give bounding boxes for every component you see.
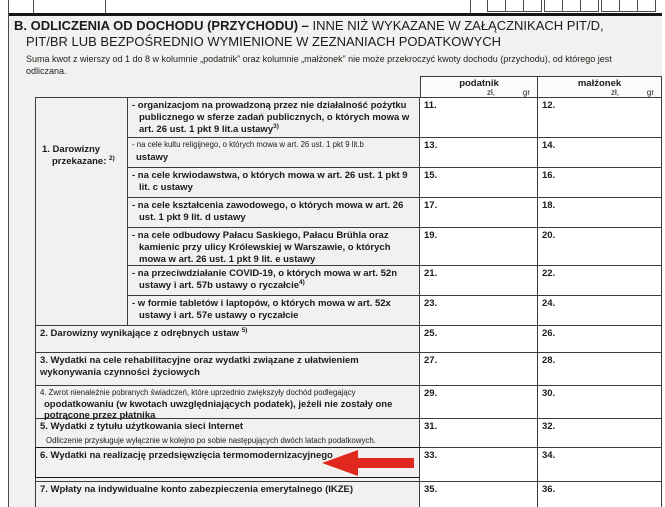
field-number: 34. [542,450,556,461]
amount-field-spouse[interactable] [538,98,661,138]
row-description [36,326,420,353]
amount-field-spouse[interactable] [538,198,661,228]
amount-field-taxpayer[interactable] [420,326,538,353]
row-description [36,419,420,448]
amount-field-spouse[interactable] [538,326,661,353]
table-row [128,98,661,138]
column-header-label: małżonek [577,78,622,89]
table-row [128,168,661,198]
section-title-rest: INNE NIŻ WYKAZANE W ZAŁĄCZNIKACH PIT/D, [312,18,604,33]
field-number: 17. [424,200,438,211]
column-header-label: podatnik [459,78,499,89]
footnote-ref: 5) [241,326,248,334]
field-number: 16. [542,170,556,181]
row-group-donations [36,98,661,326]
section-title [14,18,660,50]
field-number: 11. [424,100,437,111]
field-number: 29. [424,388,438,399]
group-label: 1. Darowizny przekazane: [42,144,107,167]
field-number: 19. [424,230,438,241]
amount-field-taxpayer[interactable] [420,168,538,198]
section-subtitle: Suma kwot z wierszy od 1 do 8 w kolumnie „podatnik” oraz kolumnie „małżonek” nie może przekroczyć kwoty dochodu (przychodu), od którego jest odliczana. [26,54,612,76]
amount-field-spouse[interactable] [538,353,661,386]
field-number: 23. [424,298,438,309]
field-number: 14. [542,140,556,151]
table-row [36,353,661,386]
field-number: 15. [424,170,438,181]
amount-field-taxpayer[interactable] [420,138,538,168]
row-description [36,353,420,386]
amount-field-taxpayer[interactable] [420,98,538,138]
section-title-bold: B. ODLICZENIA OD DOCHODU (PRZYCHODU) – [14,18,309,33]
row-text: - na cele odbudowy Pałacu Saskiego, Pałacu Brühla oraz kamienic przy ulicy Królewskiej w Warszawie, o których mowa w art. 26 ust. 1 pkt 9 lit. e ustawy [132,230,391,265]
row-text: 2. Darowizny wynikające z odrębnych ustaw [40,328,240,339]
row-text: opodatkowaniu (w kwotach uwzględniających podatek), jeżeli nie zostały one potrącone przez płatnika [44,399,393,421]
table-row [128,266,661,296]
row-text: - organizacjom na prowadzoną przez nie działalność pożytku publicznego w sferze zadań publicznych, o których mowa w art. 26 ust. 1 pkt 9 lit.a ustawy [132,100,410,135]
amount-field-spouse[interactable] [538,296,661,326]
row-text: 7. Wpłaty na indywidualne konto zabezpieczenia emerytalnego (IKZE) [40,484,354,495]
amount-field-spouse[interactable] [538,482,661,507]
form-edge-line [105,0,106,13]
field-number: 36. [542,484,556,495]
row-text: 6. Wydatki na realizację przedsięwzięcia termomodernizacyjnego [40,450,333,461]
form-edge-line [470,0,471,13]
field-number: 24. [542,298,556,309]
field-number: 25. [424,328,438,339]
row-description [128,98,420,138]
row-text: 3. Wydatki na cele rehabilitacyjne oraz wydatki związane z ułatwieniem wykonywania czynności życiowych [40,355,359,378]
row-text: - na cele krwiodawstwa, o których mowa w art. 26 ust. 1 pkt 9 lit. c ustawy [132,170,408,193]
amount-field-taxpayer[interactable] [420,228,538,266]
amount-field-taxpayer[interactable] [420,386,538,419]
currency-label-gr: gr [522,88,530,97]
field-number: 35. [424,484,438,495]
row-description [36,386,420,419]
field-number: 26. [542,328,556,339]
row-text: - na przeciwdziałanie COVID-19, o których mowa w art. 52n ustawy i art. 57b ustawy o ryczałcie [132,268,398,291]
red-arrow-icon [322,449,414,477]
table-row [128,138,661,168]
amount-field-spouse[interactable] [538,138,661,168]
amount-field-spouse[interactable] [538,168,661,198]
amount-field-taxpayer[interactable] [420,266,538,296]
amount-field-taxpayer[interactable] [420,448,538,482]
table-row [36,482,661,507]
group-label-cell [36,98,128,326]
footnote-ref: 3) [273,122,279,130]
field-number: 31. [424,421,438,432]
field-number: 21. [424,268,438,279]
field-number: 12. [542,100,556,111]
form-edge-line [8,0,9,507]
column-header-spouse [537,76,662,98]
row-description [128,266,420,296]
amount-field-taxpayer[interactable] [420,482,538,507]
field-number: 18. [542,200,556,211]
field-number: 33. [424,450,438,461]
table-row [36,386,661,419]
field-number: 30. [542,388,556,399]
row-text: - na cele kształcenia zawodowego, o których mowa w art. 26 ust. 1 pkt 9 lit. d ustawy [132,200,404,223]
row-description [128,296,420,326]
red-arrow-shape [322,450,414,476]
footnote-ref: 4) [299,278,305,286]
row-text: - w formie tabletów i laptopów, o których mowa w art. 52x ustawy i art. 57e ustawy o ryczałcie [132,298,391,321]
section-title-line2: PIT/BR LUB BEZPOŚREDNIO WYMIENIONE W ZEZNANIACH PODATKOWYCH [26,34,502,49]
column-header-taxpayer [420,76,538,98]
row-description [128,138,420,168]
form-edge-line [33,0,34,13]
row-text: ustawy [136,152,169,163]
amount-field-taxpayer[interactable] [420,353,538,386]
row-text: 5. Wydatki z tytułu użytkowania sieci Internet [40,421,244,432]
table-row [128,296,661,326]
field-number: 20. [542,230,556,241]
currency-label-gr: gr [646,88,654,97]
amount-field-spouse[interactable] [538,419,661,448]
field-number: 32. [542,421,556,432]
amount-field-spouse[interactable] [538,386,661,419]
group-subrows [128,98,661,326]
field-number: 13. [424,140,438,151]
row-description [128,228,420,266]
table-row [36,326,661,353]
field-number: 28. [542,355,556,366]
comb-field-remnant [487,0,655,12]
amount-field-taxpayer[interactable] [420,419,538,448]
row-text-small: - na cele kultu religijnego, o których mowa w art. 26 ust. 1 pkt 9 lit.b [132,140,364,149]
row-description [36,482,420,507]
amount-field-taxpayer[interactable] [420,198,538,228]
amount-field-spouse[interactable] [538,266,661,296]
row-description [128,168,420,198]
currency-label-zl: zł, [611,88,619,97]
amount-field-taxpayer[interactable] [420,296,538,326]
table-row [36,419,661,448]
table-row [128,228,661,266]
amount-field-spouse[interactable] [538,448,661,482]
field-number: 22. [542,268,556,279]
amount-field-spouse[interactable] [538,228,661,266]
row-description [128,198,420,228]
row-text-small: 4. Zwrot nienależnie pobranych świadczeń, które uprzednio zwiększyły dochód podlegający [40,388,356,397]
footnote-ref: 2) [109,154,115,162]
deductions-table [35,97,662,507]
row-note: Odliczenie przysługuje wyłącznie w kolejno po sobie następujących dwóch latach podatkowych. [46,436,376,445]
currency-label-zl: zł, [487,88,495,97]
field-number: 27. [424,355,438,366]
table-row [128,198,661,228]
